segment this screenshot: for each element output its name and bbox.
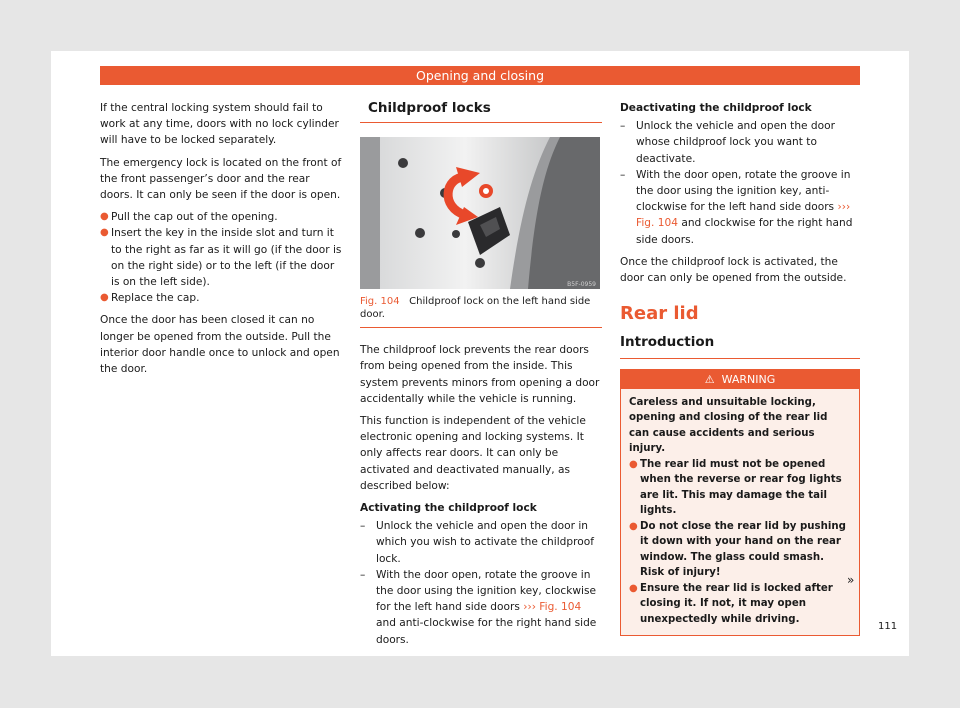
list-item (629, 519, 851, 581)
list-item-text: Do not close the rear lid by pushing it down with your hand on the rear window. The glass could smash. Risk of injury! (640, 520, 846, 579)
figure-caption-text: Childproof lock on the left hand side door. (360, 296, 591, 321)
text-span: With the door open, rotate the groove in the door using the ignition key, clockwise for the left hand side doors (376, 568, 597, 614)
bullet-icon: ● (629, 458, 638, 470)
continue-mark: » (847, 573, 855, 587)
chapter-heading: Rear lid (620, 303, 699, 325)
bullet-icon: ● (100, 292, 109, 304)
bullet-icon: ● (100, 211, 109, 223)
list-item-text (636, 167, 860, 248)
page-header (100, 66, 860, 85)
list-item (100, 209, 345, 225)
list-item-text (376, 567, 602, 648)
list-item (629, 581, 851, 628)
figure-reference-link[interactable]: ››› Fig. 104 (636, 201, 851, 230)
subheading: Activating the childproof lock (360, 502, 537, 515)
bullet-icon: ● (100, 227, 109, 239)
figure-code: B5F-0959 (567, 281, 596, 289)
paragraph: If the central locking system should fail to work at any time, doors with no lock cylinder will have to be locked separately. (100, 102, 339, 147)
column-left (100, 100, 345, 383)
section-title: Introduction (620, 334, 860, 358)
warning-title: WARNING (721, 372, 776, 386)
paragraph: The emergency lock is located on the front of the front passenger’s door and the rear doors. It can only be seen if the door is open. (100, 156, 342, 202)
column-middle (360, 100, 602, 648)
page-number: 111 (878, 621, 898, 632)
list-item (100, 290, 345, 306)
figure-caption (360, 295, 602, 328)
text-span: With the door open, rotate the groove in the door using the ignition key, anti-clockwise for the left hand side doors (636, 168, 851, 214)
list-item: – Unlock the vehicle and open the door in which you wish to activate the childproof lock. (360, 518, 602, 567)
list-item: – With the door open, rotate the groove in the door using the ignition key, anti-clockwise for the left hand side doors ››› Fig. 104 and clockwise for the right hand side doors. (620, 167, 860, 248)
warning-intro: Careless and unsuitable locking, opening and closing of the rear lid can cause accidents and serious injury. (629, 396, 828, 455)
list-item-text: Unlock the vehicle and open the door in which you wish to activate the childproof lock. (376, 520, 594, 565)
figure-label: Fig. 104 (360, 296, 400, 308)
list-item-text: Unlock the vehicle and open the door whose childproof lock you want to deactivate. (636, 120, 835, 165)
paragraph: The childproof lock prevents the rear doors from being opened from the inside. This system prevents minors from opening a door accidentally while the vehicle is running. (360, 344, 600, 405)
figure-childproof-lock (360, 137, 600, 289)
section-title: Childproof locks (360, 100, 602, 123)
figure-reference-link[interactable]: ››› Fig. 104 (523, 601, 582, 614)
text-span: and anti-clockwise for the right hand side doors. (376, 617, 597, 646)
bullet-icon: ● (629, 582, 638, 594)
warning-box (620, 369, 860, 637)
door-lock-illustration (360, 137, 600, 289)
paragraph: This function is independent of the vehicle electronic opening and locking systems. It only affects rear doors. It can only be activated and deactivated manually, as described below: (360, 415, 586, 492)
column-right (620, 100, 860, 636)
subheading: Deactivating the childproof lock (620, 102, 812, 114)
list-item-text: Ensure the rear lid is locked after closing it. If not, it may open unexpectedly while driving. (640, 582, 833, 625)
list-item (629, 457, 851, 519)
list-item: – With the door open, rotate the groove in the door using the ignition key, clockwise for the left hand side doors ››› Fig. 104 and anti-clockwise for the right hand side doors. (360, 567, 602, 648)
warning-icon: ⚠ (704, 372, 715, 386)
list-item-text: Insert the key in the inside slot and turn it to the right as far as it will go (if the door is on the right side) or to the left (if the door is on the left side). (111, 227, 342, 289)
paragraph: Once the childproof lock is activated, the door can only be opened from the outside. (620, 255, 847, 285)
list-item-text: Replace the cap. (111, 292, 200, 305)
warning-body (621, 389, 859, 636)
paragraph: Once the door has been closed it can no longer be opened from the outside. Pull the interior door handle once to unlock and open the door. (100, 314, 340, 376)
bullet-icon: ● (629, 520, 638, 532)
list-item: – Unlock the vehicle and open the door whose childproof lock you want to deactivate. (620, 118, 860, 167)
text-span: and clockwise for the right hand side doors. (636, 217, 853, 246)
header-title: Opening and closing (415, 68, 544, 83)
warning-header (621, 370, 859, 389)
list-item (100, 225, 345, 290)
list-item-text: Pull the cap out of the opening. (111, 211, 278, 224)
list-item-text: The rear lid must not be opened when the reverse or rear fog lights are lit. This may damage the tail lights. (640, 458, 842, 517)
